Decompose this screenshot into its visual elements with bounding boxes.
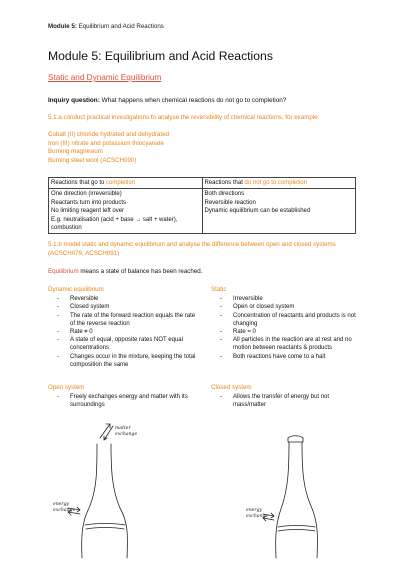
list-item: - Rate = 0 (211, 328, 356, 336)
header-prefix: Reactions that go to (51, 180, 107, 186)
static-list (211, 295, 356, 361)
closed-system-section (211, 384, 356, 410)
arrow-out-icon (100, 424, 110, 438)
list-item: - Both reactions have come to a halt (211, 353, 356, 361)
dynamic-heading: Dynamic equilibrium (48, 286, 104, 293)
table-line: Reactants turn into products (51, 199, 127, 206)
table-line: Reversible reaction (204, 199, 256, 206)
open-system-heading: Open system (48, 384, 85, 391)
open-system-section (48, 384, 198, 410)
table-line: Dynamic equilibrium can be established (204, 208, 311, 215)
list-item: - Freely exchanges energy and matter with its surroundings (48, 393, 198, 409)
reactions-table (48, 177, 356, 234)
table-line: Both directions (204, 191, 245, 198)
examples-list (48, 131, 169, 165)
open-bottle-sketch (40, 410, 180, 560)
list-item: - Allows the transfer of energy but not mass/matter (211, 393, 356, 409)
header-title: Equilibrium and Acid Reactions (78, 23, 164, 30)
arrow-in-icon (104, 426, 113, 440)
list-item: - Rate ≠ 0 (48, 328, 198, 336)
list-item: - The rate of the forward reaction equals the rate of the reverse reaction (48, 312, 198, 328)
table-cell-not-completion (202, 189, 356, 234)
example-item: Burning magnesium (48, 148, 104, 156)
list-item: - Reversible (48, 295, 198, 303)
inquiry-question (48, 97, 286, 104)
closed-system-list (211, 393, 356, 409)
list-item: - Open or closed system (211, 303, 356, 311)
dynamic-list (48, 295, 198, 369)
table-line: E.g. neutralisation (acid + base → salt + water), (51, 216, 178, 223)
list-item: - Closed system (48, 303, 198, 311)
inquiry-label: Inquiry question: (48, 97, 100, 104)
table-header-completion (49, 178, 203, 189)
energy-label-1: energy (246, 508, 263, 513)
list-item: - All particles in the reaction are at rest and no motion between reactants & products (211, 336, 356, 352)
header-prefix: Reactions that (204, 180, 245, 186)
energy-label-2: exchange (53, 508, 76, 513)
table-header-not-completion (202, 178, 356, 189)
open-system-list (48, 393, 198, 409)
example-item: Cobalt (II) chloride hydrated and dehydrated (48, 131, 170, 138)
dynamic-equilibrium-section (48, 286, 198, 369)
static-equilibrium-section (211, 286, 356, 361)
content-point-5-1-b: 5.1.b model static and dynamic equilibrium and analyse the difference between open and closed systems (ACSCH079, ACSCH091) (48, 241, 336, 257)
matter-label-2: exchange (115, 432, 138, 437)
header-highlight: completion (106, 180, 136, 186)
matter-label-1: matter (115, 426, 131, 431)
table-line: No limiting reagent left over (51, 208, 125, 215)
example-item: Iron (III) nitrate and potassium thiocyanate (48, 139, 164, 147)
list-item: - A state of equal, opposite rates NOT equal concentrations (48, 336, 198, 352)
static-heading: Static (211, 286, 227, 293)
energy-label-1: energy (53, 502, 70, 507)
table-line: combustion (51, 225, 82, 232)
list-item: - Concentration of reactants and products is not changing (211, 312, 356, 328)
list-item: - Changes occur in the mixture, keeping the total composition the same (48, 353, 198, 369)
equilibrium-text: means a state of balance has been reached. (78, 268, 203, 275)
content-point-5-1-a: 5.1.a conduct practical investigations to analyse the reversibility of chemical reactions, for example: (48, 114, 320, 121)
cap-icon (288, 436, 303, 438)
table-cell-completion (49, 189, 203, 234)
page-title: Module 5: Equilibrium and Acid Reactions (48, 49, 273, 63)
list-item: - Irreversible (211, 295, 356, 303)
energy-label-2: exchange (246, 514, 269, 519)
table-line: One direction (irreversible) (51, 191, 122, 198)
header-highlight: do not go to completion (244, 180, 307, 186)
equilibrium-term: Equilibrium (48, 268, 79, 275)
closed-system-heading: Closed system (211, 384, 252, 391)
page-header (48, 23, 164, 30)
header-module: Module 5: (48, 23, 77, 30)
example-item: Burning steel wool (ACSCH090) (48, 156, 137, 164)
equilibrium-definition (48, 268, 202, 275)
inquiry-text: What happens when chemical reactions do not go to completion? (101, 97, 287, 104)
closed-bottle-sketch (225, 410, 365, 560)
section-heading: Static and Dynamic Equilibrium (48, 73, 162, 82)
